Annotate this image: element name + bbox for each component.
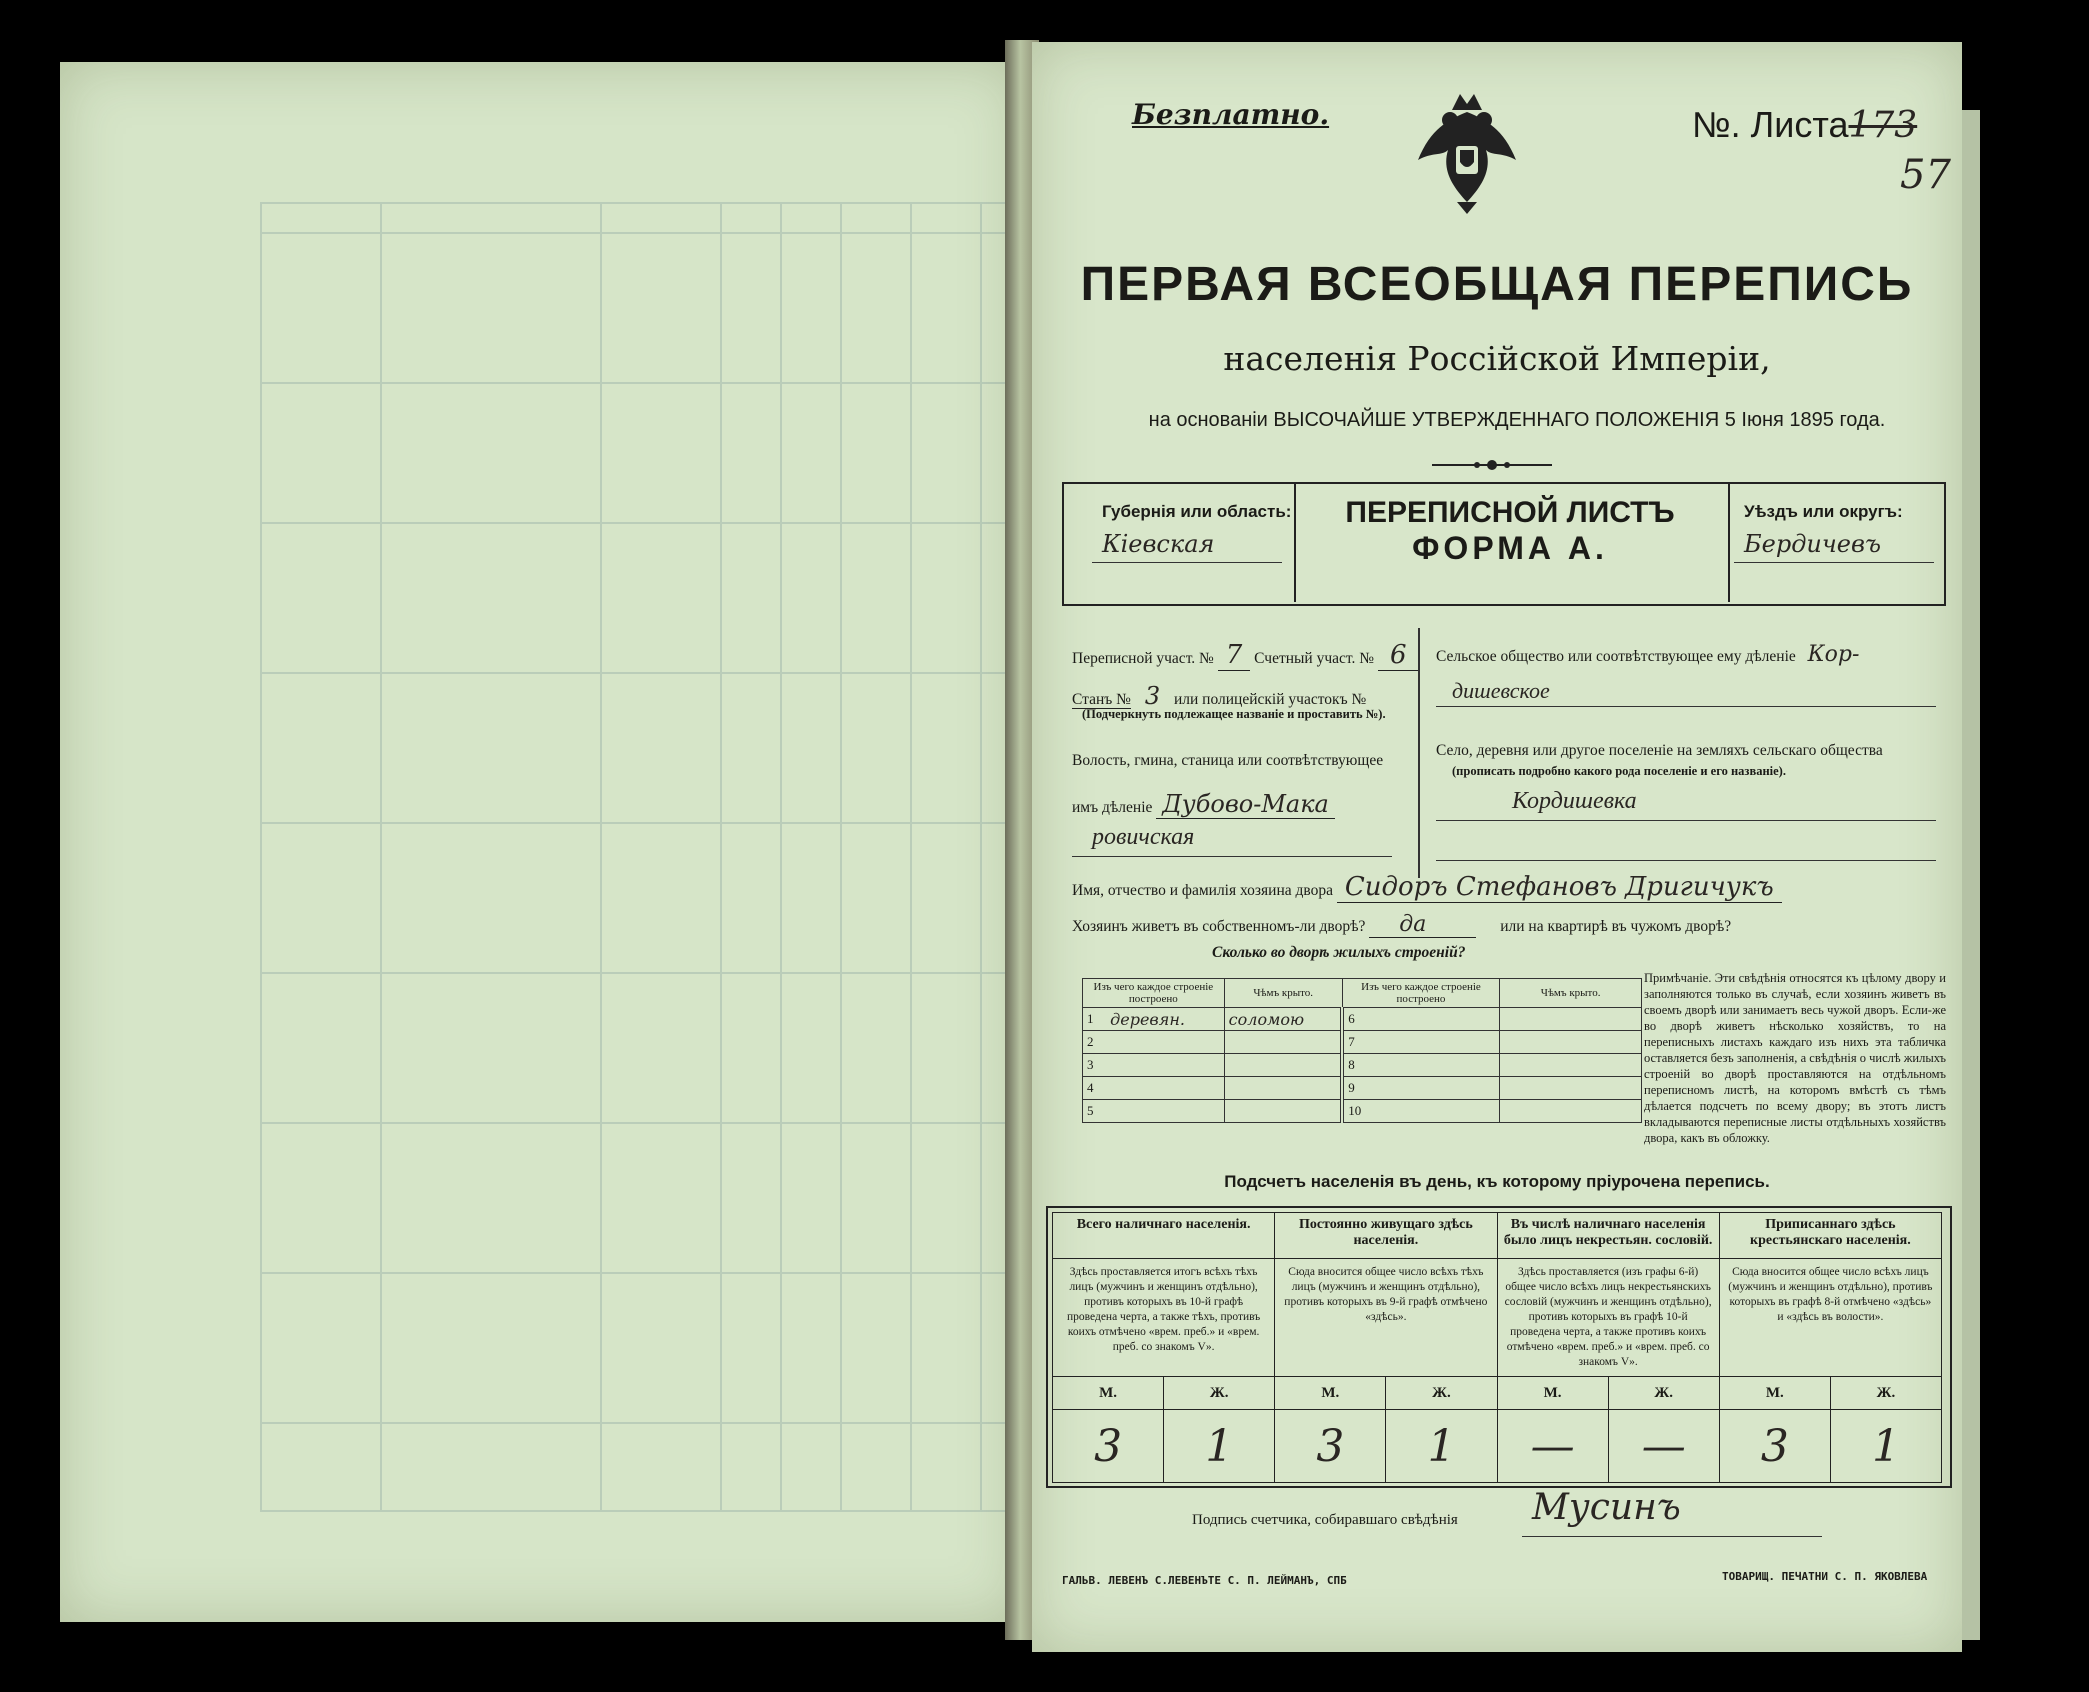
society-value: Кор- (1807, 642, 1860, 667)
signature-underline (1522, 1536, 1822, 1537)
stan-value: 3 (1144, 682, 1161, 710)
male-label: М. (1497, 1377, 1608, 1410)
left-page (60, 62, 1020, 1622)
row-number: 2 (1083, 1031, 1107, 1054)
owner-label: Имя, отчество и фамилія хозяина двора (1072, 882, 1333, 899)
gubernia-underline (1092, 562, 1282, 563)
form-title-text: ПЕРЕПИСНОЙ ЛИСТЪ (1345, 496, 1675, 529)
census-area-row (1072, 640, 1418, 670)
female-count: 1 (1386, 1410, 1497, 1483)
col-description: Сюда вносится общее число всѣхъ лицъ (мужчинъ и женщинъ отдѣльно), противъ которыхъ въ графѣ 8-й отмѣчено «здѣсь» и «здѣсь въ волости». (1719, 1259, 1941, 1377)
count-area-value: 6 (1378, 640, 1419, 671)
volost-row (1072, 790, 1335, 818)
population-title-row (1053, 1213, 1942, 1259)
society-label: Сельское общество или соотвѣтствующее ему дѣленіе (1436, 648, 1796, 665)
roof-value (1224, 1100, 1342, 1123)
built-value (1106, 1100, 1224, 1123)
village-underline (1436, 820, 1936, 821)
census-form-page (1032, 42, 1962, 1652)
row-number: 8 (1342, 1054, 1370, 1077)
owner-value: Сидоръ Стефановъ Дригичукъ (1337, 872, 1782, 903)
population-desc-row (1053, 1259, 1942, 1377)
female-count: 1 (1164, 1410, 1275, 1483)
society-value-2: дишевское (1452, 678, 1550, 703)
left-page-bleedthrough-grid (260, 202, 1060, 1512)
printer-imprint-left: ГАЛЬВ. ЛЕВЕНЪ С.ЛЕВЕНЪТЕ С. П. ЛЕЙМАНЪ, СПБ (1062, 1574, 1347, 1587)
col-built-right: Изъ чего каждое строеніе построено (1342, 979, 1500, 1008)
table-row (1083, 1008, 1642, 1031)
table-row (1083, 1077, 1642, 1100)
roof-value (1500, 1054, 1642, 1077)
built-value: деревян. (1106, 1008, 1224, 1031)
stan-label: Станъ № (1072, 691, 1131, 708)
population-table (1052, 1212, 1942, 1478)
roof-value (1224, 1054, 1342, 1077)
form-name-text: ФОРМА А. (1412, 530, 1608, 566)
col-title: Приписаннаго здѣсь крестьянскаго населенія. (1719, 1213, 1941, 1259)
sheet-number-label: №. Листа (1692, 104, 1849, 145)
built-value (1106, 1031, 1224, 1054)
police-label: или полицейскій участокъ № (1173, 691, 1367, 708)
male-count: 3 (1275, 1410, 1386, 1483)
rent-label: или на квартирѣ въ чужомъ дворѣ? (1500, 918, 1732, 935)
count-area-label: Счетный участ. № (1254, 650, 1375, 667)
row-number: 5 (1083, 1100, 1107, 1123)
col-title: Постоянно живущаго здѣсь населенія. (1275, 1213, 1497, 1259)
dwellings-table (1082, 978, 1642, 1142)
roof-value (1500, 1008, 1642, 1031)
volost-value-2: ровичская (1092, 824, 1195, 850)
roof-value: соломою (1224, 1008, 1342, 1031)
population-heading: Подсчетъ населенія въ день, къ которому пріурочена перепись. (1224, 1172, 1770, 1191)
table-row (1083, 1031, 1642, 1054)
volost-value: Дубово-Мака (1156, 790, 1335, 819)
form-subtitle: населенія Россійской Имперіи, (1223, 339, 1771, 378)
volost-label-2: имъ дѣленіе (1072, 799, 1153, 816)
male-count: 3 (1053, 1410, 1164, 1483)
col-description: Сюда вносится общее число всѣхъ тѣхъ лицъ (мужчинъ и женщинъ отдѣльно), противъ которыхъ въ 9-й графѣ отмѣчено «здѣсь». (1275, 1259, 1497, 1377)
row-number: 10 (1342, 1100, 1370, 1123)
built-value (1106, 1054, 1224, 1077)
female-count: — (1608, 1410, 1719, 1483)
built-value (1370, 1054, 1500, 1077)
volost-label: Волость, гмина, станица или соотвѣтствующее (1072, 752, 1384, 769)
female-label: Ж. (1386, 1377, 1497, 1410)
population-sex-row (1053, 1377, 1942, 1410)
village-underline-2 (1436, 860, 1936, 861)
row-number: 9 (1342, 1077, 1370, 1100)
col-description: Здѣсь проставляется (изъ графы 6-й) общее число всѣхъ лицъ некрестьянскихъ сословій (мужчинъ и женщинъ отдѣльно), противъ которыхъ въ графѣ 10-й проведена черта, а также противъ коихъ отмѣчено «врем. преб.» и «врем. преб. со знакомъ V». (1497, 1259, 1719, 1377)
female-label: Ж. (1608, 1377, 1719, 1410)
built-value (1370, 1008, 1500, 1031)
village-value: Кордишевка (1512, 788, 1637, 814)
free-label: Безплатно. (1132, 98, 1330, 131)
col-built-left: Изъ чего каждое строеніе построено (1083, 979, 1225, 1008)
table-row (1083, 1054, 1642, 1077)
stan-row (1072, 682, 1366, 710)
col-roof-right: Чѣмъ крыто. (1500, 979, 1642, 1008)
male-label: М. (1053, 1377, 1164, 1410)
built-value (1370, 1077, 1500, 1100)
female-label: Ж. (1830, 1377, 1941, 1410)
printer-imprint-right: ТОВАРИЩ. ПЕЧАТНИ С. П. ЯКОВЛЕВА (1722, 1570, 1928, 1583)
col-description: Здѣсь проставляется итогъ всѣхъ тѣхъ лицъ (мужчинъ и женщинъ отдѣльно), противъ которыхъ въ 10-й графѣ проведена черта, а также тѣхъ, противъ коихъ отмѣчено «врем. преб.» и «врем. преб. со знакомъ V». (1053, 1259, 1275, 1377)
col-title: Всего наличнаго населенія. (1053, 1213, 1275, 1259)
village-label: Село, деревня или другое поселеніе на земляхъ сельскаго общества (1436, 742, 1883, 759)
built-value (1106, 1077, 1224, 1100)
row-number: 7 (1342, 1031, 1370, 1054)
row-number: 6 (1342, 1008, 1370, 1031)
built-value (1370, 1100, 1500, 1123)
signature-label: Подпись счетчика, собиравшаго свѣдѣнія (1192, 1512, 1458, 1528)
census-area-label: Переписной участ. № (1072, 650, 1214, 667)
owner-row (1072, 872, 1782, 902)
dwellings-note: Примѣчаніе. Эти свѣдѣнія относятся къ цѣлому двору и заполняются только въ случаѣ, если хозяинъ живетъ въ своемъ дворѣ или занимаетъ весь чужой дворъ. Если-же во дворѣ живетъ нѣсколько хозяйствъ, то на переписныхъ листахъ каждаго изъ нихъ эта табличка оставляется безъ заполненія, а свѣдѣнія о числѣ жилыхъ строеній во дворѣ проставляются на отдѣльномъ переписномъ листѣ, на которомъ вмѣстѣ съ тѣмъ дѣлается подсчетъ по всему двору; въ этотъ листъ вкладываются переписные листы отдѣльныхъ хозяйствъ двора, какъ въ обложку. (1644, 971, 1946, 1145)
imperial-eagle-emblem (1412, 90, 1522, 215)
own-yard-label: Хозяинъ живетъ въ собственномъ-ли дворѣ? (1072, 918, 1366, 935)
own-yard-row (1072, 912, 1731, 937)
built-value (1370, 1031, 1500, 1054)
female-count: 1 (1830, 1410, 1941, 1483)
male-label: М. (1719, 1377, 1830, 1410)
male-count: 3 (1719, 1410, 1830, 1483)
male-label: М. (1275, 1377, 1386, 1410)
enumerator-signature: Мусинъ (1532, 1487, 1681, 1528)
roof-value (1224, 1077, 1342, 1100)
col-roof-left: Чѣмъ крыто. (1224, 979, 1342, 1008)
form-legal-basis: на основаніи ВЫСОЧАЙШЕ УТВЕРЖДЕННАГО ПОЛОЖЕНІЯ 5 Іюня 1895 года. (1148, 409, 1886, 431)
uezd-value: Бердичевъ (1744, 530, 1881, 558)
census-area-value: 7 (1218, 640, 1251, 671)
gubernia-value: Кіевская (1102, 530, 1215, 558)
col-title: Въ числѣ наличнаго населенія было лицъ некрестьян. сословій. (1497, 1213, 1719, 1259)
population-values-row (1053, 1410, 1942, 1483)
gubernia-label: Губернія или область: (1102, 502, 1292, 521)
row-number: 1 (1083, 1008, 1107, 1031)
roof-value (1224, 1031, 1342, 1054)
form-main-title: ПЕРВАЯ ВСЕОБЩАЯ ПЕРЕПИСЬ (1080, 258, 1914, 311)
society-row (1436, 642, 1859, 667)
sheet-number (1692, 104, 1917, 146)
archive-page-number: 57 (1900, 152, 1951, 198)
village-note: (прописать подробно какого рода поселеніе и его названіе). (1452, 764, 1786, 778)
table-row (1083, 1100, 1642, 1123)
dwellings-question: Сколько во дворѣ жилыхъ строеній? (1212, 944, 1466, 961)
uezd-label: Уѣздъ или округъ: (1744, 502, 1903, 521)
roof-value (1500, 1077, 1642, 1100)
row-number: 4 (1083, 1077, 1107, 1100)
sheet-number-value: 173 (1848, 105, 1918, 146)
male-count: — (1497, 1410, 1608, 1483)
page-edges (1960, 110, 1980, 1640)
form-title (1294, 482, 1726, 602)
dwellings-header-row (1083, 979, 1642, 1008)
own-yard-value: да (1369, 912, 1476, 938)
female-label: Ж. (1164, 1377, 1275, 1410)
roof-value (1500, 1031, 1642, 1054)
volost-underline (1072, 856, 1392, 857)
ornament-divider (1432, 457, 1552, 473)
stan-note: (Подчеркнуть подлежащее названіе и проставить №). (1082, 707, 1386, 721)
roof-value (1500, 1100, 1642, 1123)
row-number: 3 (1083, 1054, 1107, 1077)
uezd-underline (1734, 562, 1934, 563)
society-underline (1436, 706, 1936, 707)
